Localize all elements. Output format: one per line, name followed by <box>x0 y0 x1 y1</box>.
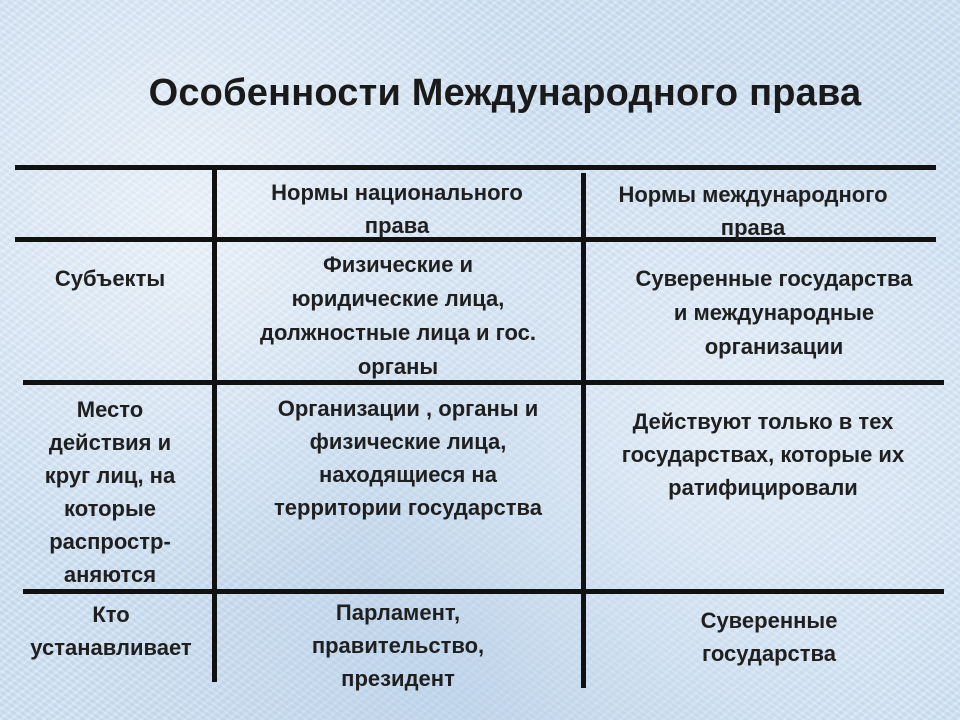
table-rule-col1 <box>212 168 217 682</box>
cell-line: должностные лица и гос. <box>260 320 536 345</box>
cell-line: Парламент, <box>335 600 461 625</box>
cell-line: ратифицировали <box>668 475 858 500</box>
cell-line: организации <box>704 334 844 359</box>
row-label-line: устанавливает <box>30 635 192 660</box>
header-national-line: права <box>364 213 430 238</box>
row-label-line: Место <box>76 397 144 422</box>
cell-line: Суверенные государства <box>635 266 913 291</box>
row-label-line: круг лиц, на <box>44 463 176 488</box>
page-title: Особенности Международного права <box>148 72 862 114</box>
cell-line: органы <box>357 354 439 379</box>
row-scope-international <box>588 405 938 504</box>
row-label-line: распростр- <box>49 529 171 554</box>
row-subjects-national <box>222 248 574 384</box>
header-international <box>588 178 918 244</box>
row-establishes-national <box>222 596 574 695</box>
row-label-establishes <box>10 598 212 664</box>
cell-line: правительство, <box>311 633 485 658</box>
cell-line: юридические лица, <box>291 286 505 311</box>
cell-line: физические лица, <box>309 429 507 454</box>
cell-line: Действуют только в тех <box>632 409 894 434</box>
header-international-line: права <box>720 215 786 240</box>
cell-line: государства <box>701 641 837 666</box>
row-label-line: Субъекты <box>54 266 166 291</box>
cell-line: президент <box>341 666 455 691</box>
cell-line: и международные <box>673 300 875 325</box>
row-establishes-international <box>594 604 944 670</box>
cell-line: государствах, которые их <box>621 442 905 467</box>
row-label-subjects <box>20 262 200 295</box>
row-subjects-international <box>594 262 954 364</box>
row-label-line: действия и <box>48 430 172 455</box>
row-label-line: аняются <box>63 562 157 587</box>
header-international-line: Нормы международного <box>618 182 888 207</box>
header-national-line: Нормы национального <box>271 180 523 205</box>
row-label-line: Кто <box>92 602 130 627</box>
cell-line: территории государства <box>274 495 542 520</box>
cell-line: Суверенные <box>700 608 838 633</box>
row-scope-national <box>232 392 584 524</box>
row-label-scope <box>20 393 200 591</box>
row-label-line: которые <box>64 496 156 521</box>
header-national <box>222 176 572 242</box>
table-rule-top <box>15 165 936 170</box>
cell-line: Организации , органы и <box>277 396 539 421</box>
cell-line: находящиеся на <box>319 462 497 487</box>
cell-line: Физические и <box>322 252 474 277</box>
